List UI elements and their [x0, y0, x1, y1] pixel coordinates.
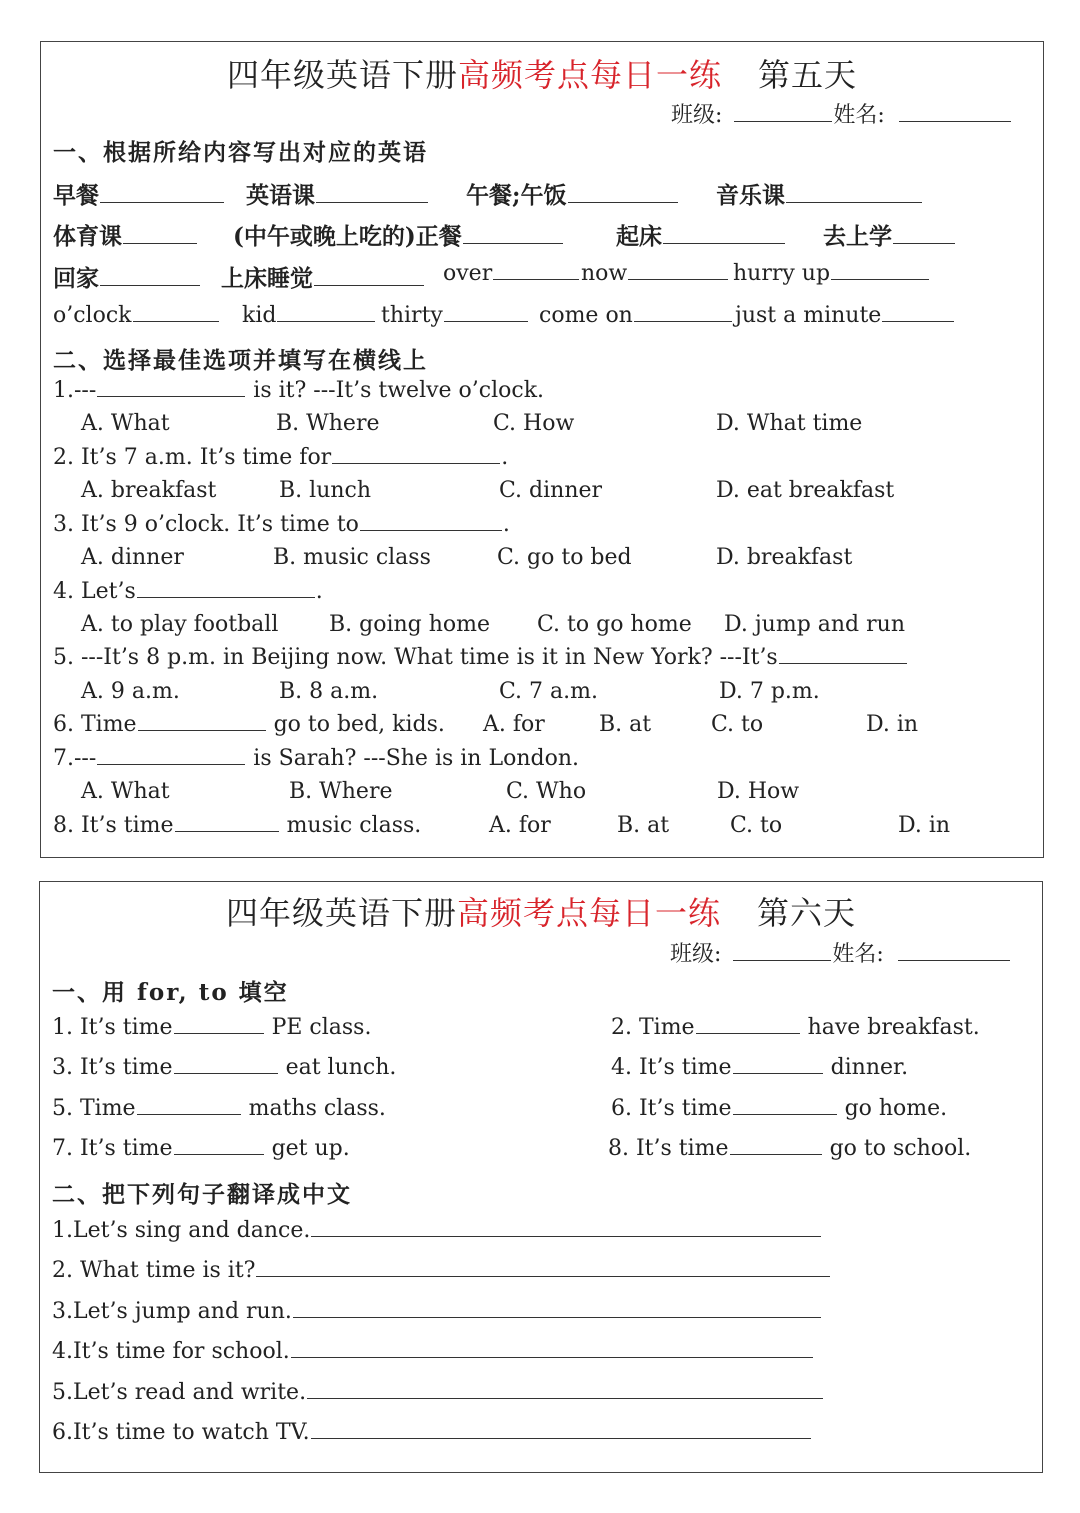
- answer-blank[interactable]: [137, 1113, 241, 1115]
- option[interactable]: D. breakfast: [716, 545, 853, 570]
- answer-blank[interactable]: [97, 763, 245, 765]
- answer-blank[interactable]: [137, 596, 315, 598]
- answer-blank[interactable]: [100, 284, 200, 286]
- vocab-item: 上床睡觉: [221, 260, 425, 293]
- answer-blank[interactable]: [786, 201, 922, 203]
- translate-item: 5.Let’s read and write.: [52, 1380, 824, 1405]
- vocab-item: come on: [539, 303, 733, 328]
- vocab-item: o’clock: [53, 303, 220, 328]
- answer-blank[interactable]: [628, 278, 728, 280]
- answer-blank[interactable]: [360, 529, 502, 531]
- option[interactable]: C. Who: [506, 779, 587, 804]
- question-5: 5. ---It’s 8 p.m. in Beijing now. What time is it in New York? ---It’s: [53, 645, 908, 670]
- option[interactable]: A. What: [81, 779, 170, 804]
- vocab-item: 回家: [53, 260, 201, 293]
- answer-line[interactable]: [311, 1437, 811, 1439]
- option[interactable]: D. 7 p.m.: [719, 679, 820, 704]
- fill-item: 2. Time have breakfast.: [611, 1015, 980, 1040]
- option[interactable]: A. breakfast: [81, 478, 217, 503]
- option[interactable]: B. at: [599, 712, 652, 737]
- answer-blank[interactable]: [314, 284, 424, 286]
- vocab-item: over: [443, 261, 580, 286]
- answer-line[interactable]: [256, 1275, 830, 1277]
- answer-line[interactable]: [311, 1235, 821, 1237]
- option[interactable]: B. going home: [329, 612, 491, 637]
- option[interactable]: B. Where: [289, 779, 393, 804]
- fill-item: 8. It’s time go to school.: [608, 1136, 972, 1161]
- answer-blank[interactable]: [882, 320, 954, 322]
- question-3: 3. It’s 9 o’clock. It’s time to .: [53, 512, 510, 537]
- option[interactable]: D. How: [717, 779, 800, 804]
- option[interactable]: C. to go home: [537, 612, 692, 637]
- vocab-item: just a minute: [735, 303, 955, 328]
- answer-line[interactable]: [307, 1397, 823, 1399]
- answer-blank[interactable]: [893, 242, 955, 244]
- translate-item: 4.It’s time for school.: [52, 1339, 814, 1364]
- answer-blank[interactable]: [332, 462, 500, 464]
- option[interactable]: D. jump and run: [724, 612, 905, 637]
- answer-blank[interactable]: [123, 242, 197, 244]
- answer-blank[interactable]: [663, 242, 785, 244]
- option[interactable]: A. for: [489, 813, 551, 838]
- answer-blank[interactable]: [779, 662, 907, 664]
- option[interactable]: D. in: [898, 813, 951, 838]
- vocab-item: (中午或晚上吃的)正餐: [233, 218, 564, 251]
- option[interactable]: D. eat breakfast: [716, 478, 895, 503]
- answer-blank[interactable]: [634, 320, 732, 322]
- fill-item: 5. Time maths class.: [52, 1096, 386, 1121]
- option[interactable]: D. in: [866, 712, 919, 737]
- option[interactable]: C. 7 a.m.: [499, 679, 598, 704]
- vocab-item: kid: [242, 303, 376, 328]
- answer-blank[interactable]: [174, 1032, 264, 1034]
- section-heading: 一、用 for, to 填空: [52, 979, 289, 1006]
- answer-blank[interactable]: [831, 278, 929, 280]
- vocab-item: 午餐;午饭: [466, 177, 679, 210]
- vocab-item: 英语课: [246, 177, 429, 210]
- answer-blank[interactable]: [175, 830, 279, 832]
- question-7: 7.--- is Sarah? ---She is in London.: [53, 746, 579, 771]
- answer-blank[interactable]: [97, 395, 245, 397]
- answer-blank[interactable]: [100, 201, 224, 203]
- answer-blank[interactable]: [138, 729, 266, 731]
- worksheet-day-6: [39, 881, 1043, 1473]
- answer-blank[interactable]: [568, 201, 678, 203]
- option[interactable]: A. for: [483, 712, 545, 737]
- question-4: 4. Let’s .: [53, 579, 323, 604]
- option[interactable]: A. What: [81, 411, 170, 436]
- section-heading: 一、根据所给内容写出对应的英语: [53, 139, 428, 166]
- fill-item: 7. It’s time get up.: [52, 1136, 350, 1161]
- answer-line[interactable]: [291, 1356, 813, 1358]
- answer-blank[interactable]: [277, 320, 375, 322]
- question-8: 8. It’s time music class.: [53, 813, 422, 838]
- answer-blank[interactable]: [696, 1032, 800, 1034]
- translate-item: 6.It’s time to watch TV.: [52, 1420, 812, 1445]
- option[interactable]: B. 8 a.m.: [279, 679, 379, 704]
- fill-item: 1. It’s time PE class.: [52, 1015, 372, 1040]
- vocab-item: thirty: [381, 303, 529, 328]
- option[interactable]: C. dinner: [499, 478, 603, 503]
- option[interactable]: B. Where: [276, 411, 380, 436]
- option[interactable]: B. lunch: [279, 478, 372, 503]
- answer-blank[interactable]: [174, 1072, 278, 1074]
- worksheet-title: 四年级英语下册高频考点每日一练 第六天: [225, 894, 857, 932]
- name-blank[interactable]: [898, 959, 1010, 961]
- translate-item: 1.Let’s sing and dance.: [52, 1218, 822, 1243]
- answer-line[interactable]: [293, 1316, 821, 1318]
- name-blank[interactable]: [899, 120, 1011, 122]
- option[interactable]: B. at: [617, 813, 670, 838]
- class-blank[interactable]: [733, 959, 831, 961]
- question-6: 6. Time go to bed, kids.: [53, 712, 445, 737]
- option[interactable]: C. to: [730, 813, 783, 838]
- vocab-item: 早餐: [53, 177, 225, 210]
- section-heading: 二、把下列句子翻译成中文: [52, 1181, 352, 1208]
- answer-blank[interactable]: [733, 1113, 837, 1115]
- question-1: 1.--- is it? ---It’s twelve o’clock.: [53, 378, 545, 403]
- section-heading: 二、选择最佳选项并填写在横线上: [53, 347, 428, 374]
- vocab-item: now: [581, 261, 729, 286]
- question-2: 2. It’s 7 a.m. It’s time for .: [53, 445, 509, 470]
- option[interactable]: A. dinner: [81, 545, 184, 570]
- answer-blank[interactable]: [463, 242, 563, 244]
- fill-item: 6. It’s time go home.: [611, 1096, 948, 1121]
- answer-blank[interactable]: [444, 320, 528, 322]
- answer-blank[interactable]: [733, 1072, 823, 1074]
- worksheet-title: 四年级英语下册高频考点每日一练 第五天: [226, 56, 858, 94]
- vocab-item: 去上学: [823, 218, 956, 251]
- class-blank[interactable]: [734, 120, 832, 122]
- translate-item: 3.Let’s jump and run.: [52, 1299, 822, 1324]
- worksheet-day-5: [40, 41, 1044, 858]
- fill-item: 4. It’s time dinner.: [611, 1055, 909, 1080]
- option[interactable]: A. 9 a.m.: [81, 679, 180, 704]
- answer-blank[interactable]: [174, 1153, 264, 1155]
- class-name-row: 班级: 姓名:: [671, 98, 1012, 129]
- option[interactable]: B. music class: [273, 545, 431, 570]
- option[interactable]: D. What time: [716, 411, 863, 436]
- answer-blank[interactable]: [730, 1153, 822, 1155]
- vocab-item: hurry up: [733, 261, 930, 286]
- class-name-row: 班级: 姓名:: [670, 937, 1011, 968]
- answer-blank[interactable]: [133, 320, 219, 322]
- vocab-item: 起床: [616, 218, 786, 251]
- option[interactable]: C. go to bed: [497, 545, 632, 570]
- answer-blank[interactable]: [493, 278, 579, 280]
- option[interactable]: C. to: [711, 712, 764, 737]
- option[interactable]: C. How: [493, 411, 575, 436]
- vocab-item: 体育课: [53, 218, 198, 251]
- fill-item: 3. It’s time eat lunch.: [52, 1055, 397, 1080]
- answer-blank[interactable]: [316, 201, 428, 203]
- vocab-item: 音乐课: [716, 177, 923, 210]
- option[interactable]: A. to play football: [81, 612, 279, 637]
- translate-item: 2. What time is it?: [52, 1258, 831, 1283]
